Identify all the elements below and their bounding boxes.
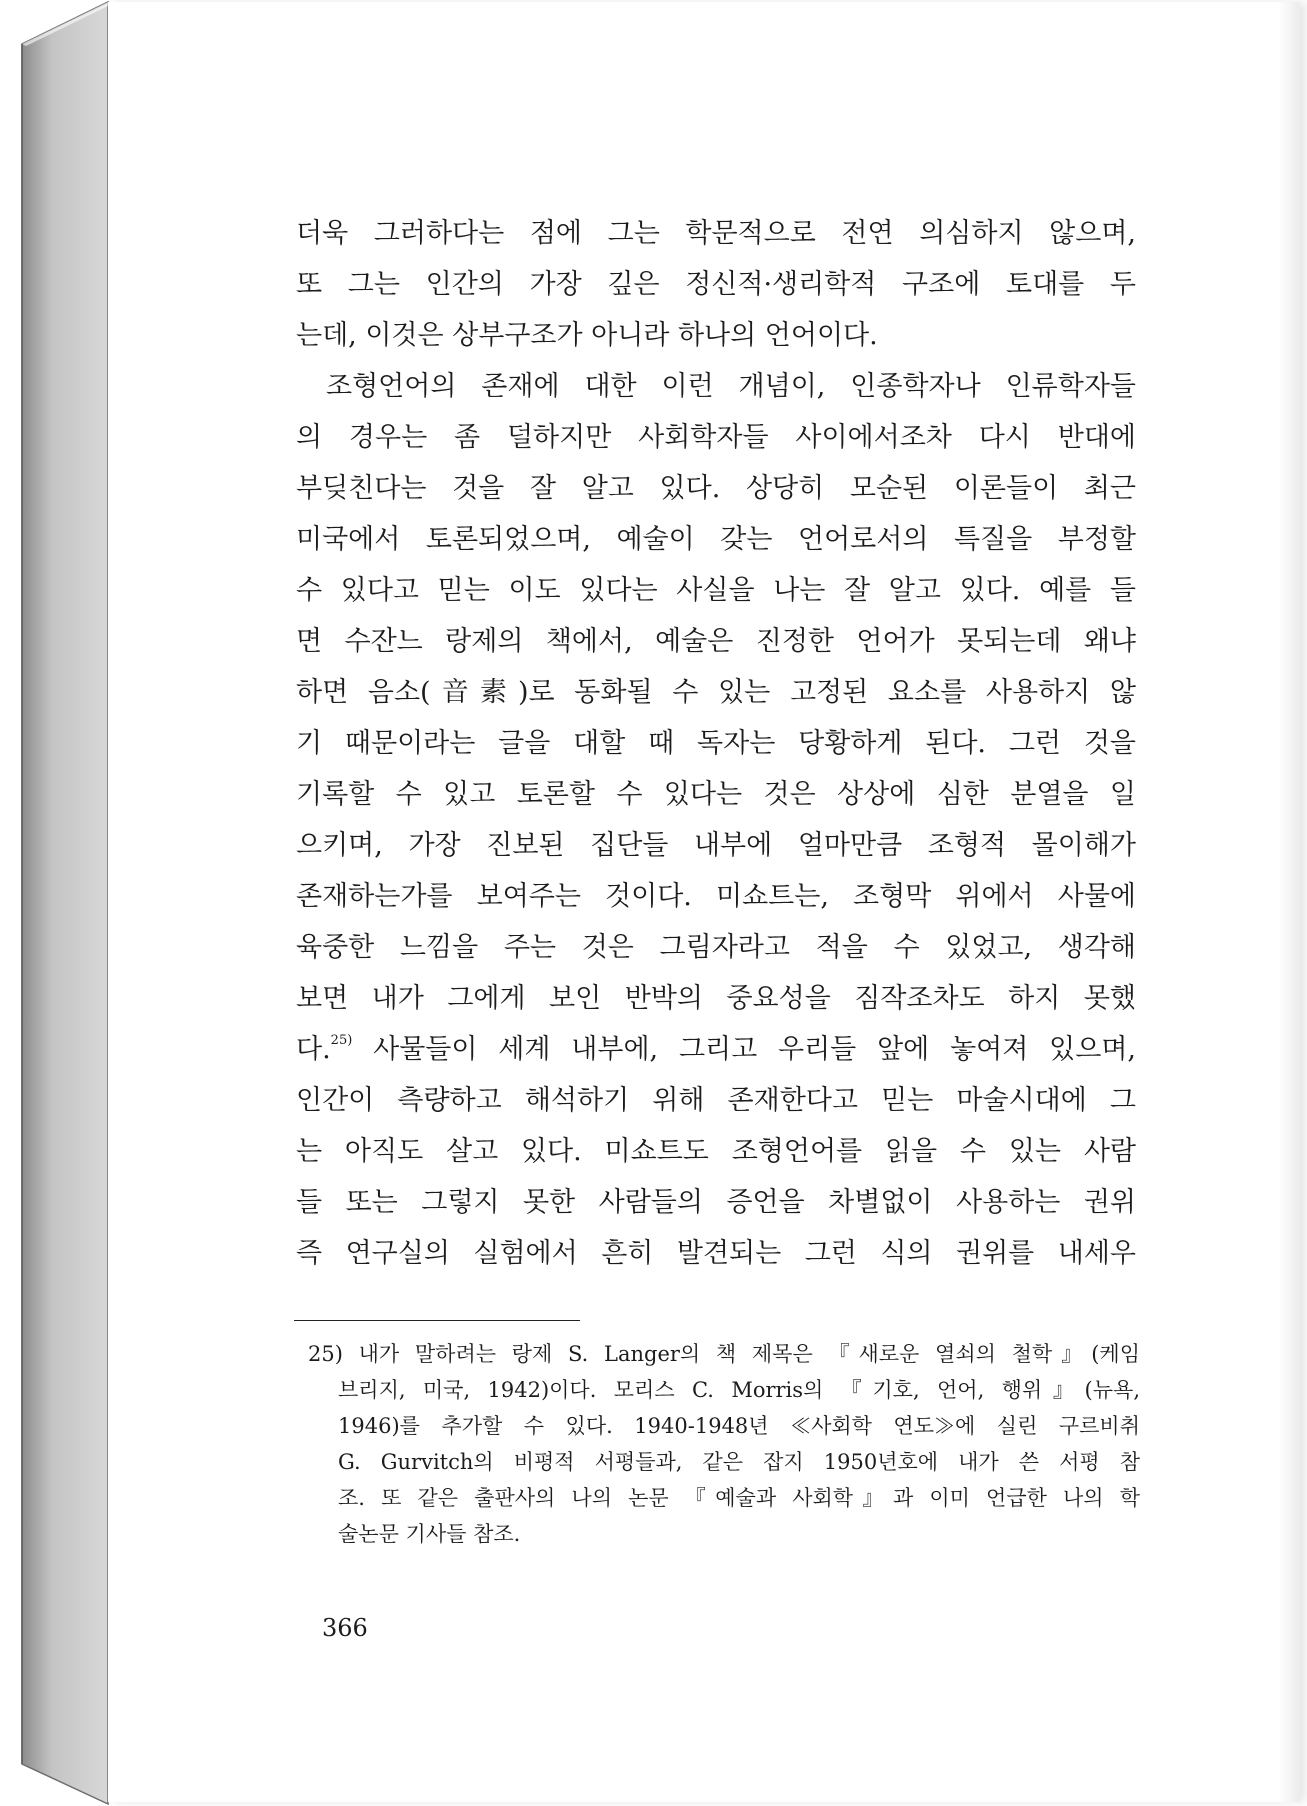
body-line: 으키며, 가장 진보된 집단들 내부에 얼마만큼 조형적 몰이해가: [296, 830, 1136, 861]
footnote-line: 브리지, 미국, 1942)이다. 모리스 C. Morris의 『기호, 언어, 행위』(뉴욕,: [338, 1378, 1140, 1402]
body-line: 기록할 수 있고 토론할 수 있다는 것은 상상에 심한 분열을 일: [296, 779, 1136, 810]
footnote-divider: [294, 1320, 580, 1321]
body-line: 보면 내가 그에게 보인 반박의 중요성을 짐작조차도 하지 못했: [296, 983, 1136, 1014]
body-line: 인간이 측량하고 해석하기 위해 존재한다고 믿는 마술시대에 그: [296, 1085, 1136, 1116]
footnote-line: 조. 또 같은 출판사의 나의 논문 『예술과 사회학』과 이미 언급한 나의 학: [338, 1486, 1140, 1510]
line-rest: 사물들이 세계 내부에, 그리고 우리들 앞에 놓여져 있으며,: [373, 1034, 1136, 1065]
body-line: 기 때문이라는 글을 대할 때 독자는 당황하게 된다. 그런 것을: [296, 728, 1136, 759]
body-line: 의 경우는 좀 덜하지만 사회학자들 사이에서조차 다시 반대에: [296, 422, 1136, 453]
book-page: [108, 2, 1300, 1802]
body-line: 즉 연구실의 실험에서 흔히 발견되는 그런 식의 권위를 내세우: [296, 1238, 1136, 1269]
page-number: 366: [322, 1614, 368, 1642]
body-line-with-footnote-ref: [296, 1024, 1136, 1075]
body-line: 부딪친다는 것을 잘 알고 있다. 상당히 모순된 이론들이 최근: [296, 473, 1136, 504]
body-line: 면 수잔느 랑제의 책에서, 예술은 진정한 언어가 못되는데 왜냐: [296, 626, 1136, 657]
body-line: 들 또는 그렇지 못한 사람들의 증언을 차별없이 사용하는 권위: [296, 1187, 1136, 1218]
footnote-line: 1946)를 추가할 수 있다. 1940-1948년 ≪사회학 연도≫에 실린 구르비취: [338, 1414, 1140, 1438]
footnote-reference[interactable]: 25): [330, 1033, 353, 1048]
body-line: 수 있다고 믿는 이도 있다는 사실을 나는 잘 알고 있다. 예를 들: [296, 575, 1136, 606]
body-line: 또 그는 인간의 가장 깊은 정신적·생리학적 구조에 토대를 두: [296, 269, 1136, 300]
body-line: 존재하는가를 보여주는 것이다. 미쇼트는, 조형막 위에서 사물에: [296, 881, 1136, 912]
footnote-line: 25) 내가 말하려는 랑제 S. Langer의 책 제목은 『새로운 열쇠의 철학』(케임: [308, 1342, 1140, 1366]
body-line: 미국에서 토론되었으며, 예술이 갖는 언어로서의 특질을 부정할: [296, 524, 1136, 555]
body-line: 더욱 그러하다는 점에 그는 학문적으로 전연 의심하지 않으며,: [296, 218, 1136, 249]
footnote-line: G. Gurvitch의 비평적 서평들과, 같은 잡지 1950년호에 내가 쓴 서평 참: [338, 1450, 1140, 1474]
body-line: 하면 음소(音素)로 동화될 수 있는 고정된 요소를 사용하지 않: [296, 677, 1136, 708]
body-line: 는 아직도 살고 있다. 미쇼트도 조형언어를 읽을 수 있는 사람: [296, 1136, 1136, 1167]
line-prefix: 다.: [296, 1034, 331, 1065]
body-text: [296, 208, 1136, 1279]
footnote-line: 술논문 기사들 참조.: [338, 1522, 521, 1546]
body-line: 조형언어의 존재에 대한 이런 개념이, 인종학자나 인류학자들: [326, 371, 1136, 402]
footnote-25: [308, 1336, 1140, 1552]
page-edge-shadow: [1278, 2, 1300, 1802]
book-spine-shape: [0, 0, 110, 1806]
book-spine: [0, 0, 110, 1806]
body-line: 는데, 이것은 상부구조가 아니라 하나의 언어이다.: [296, 320, 878, 351]
body-line: 육중한 느낌을 주는 것은 그림자라고 적을 수 있었고, 생각해: [296, 932, 1136, 963]
